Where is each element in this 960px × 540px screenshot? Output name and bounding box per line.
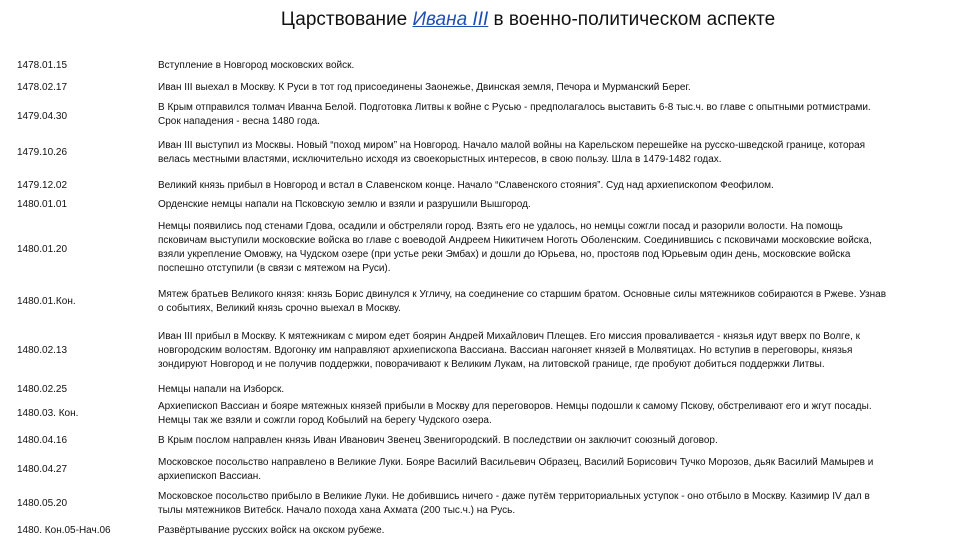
row-date: 1480.03. Кон. [17,408,79,419]
row-text: Мятеж братьев Великого князя: князь Борис двинулся к Угличу, на соединение со старшим братом. Основные силы мятежников собираются в Ржеве. Узнав о событиях, Великий князь срочно выехал в Москву. [158,289,887,314]
row-date: 1480. Кон.05-Нач.06 [17,525,111,536]
row-date: 1478.02.17 [17,82,68,93]
row-text: Иван III выступил из Москвы. Новый “поход миром” на Новгород. Начало малой войны на Карельском перешейке на русско-шведской границе, которая велась местными властями, исключительно исходя из своекорыстных интересов, в свою пользу. Шла в 1479-1482 годах. [158,140,866,165]
row-text: Вступление в Новгород московских войск. [158,60,355,71]
row-text: Московское посольство направлено в Великие Луки. Бояре Василий Васильевич Образец, Василий Борисович Тучко Морозов, дьяк Василий Мамырев и архиепископ Вассиан. [158,457,874,482]
row-text: Иван III выехал в Москву. К Руси в тот год присоединены Заонежье, Двинская земля, Печора и Мурманский Берег. [158,82,691,93]
row-date: 1479.12.02 [17,180,68,191]
row-date: 1479.10.26 [17,147,68,158]
row-date: 1480.04.16 [17,435,68,446]
row-date: 1480.01.01 [17,199,68,210]
row-text: В Крым отправился толмач Иванча Белой. Подготовка Литвы к войне с Русью - предполагалось выставить 6-8 тыс.ч. во главе с опытными ротмистрами. Срок нападения - весна 1480 года. [158,102,871,127]
row-text: Великий князь прибыл в Новгород и встал в Славенском конце. Начало “Славенского стояния”. Суд над архиепископом Феофилом. [158,180,774,191]
row-date: 1480.04.27 [17,464,68,475]
row-text: Развёртывание русских войск на окском рубеже. [158,525,385,536]
page-title [0,8,960,32]
row-date: 1480.02.13 [17,345,68,356]
row-text: В Крым послом направлен князь Иван Иванович Звенец Звенигородский. В последствии он заключит союзный договор. [158,435,718,446]
row-text: Архиепископ Вассиан и бояре мятежных князей прибыли в Москву для переговоров. Немцы подошли к самому Пскову, обстреливают его и жгут посады. Немцы так же взяли и сожгли город Кобылий на берегу Чудского озера. [158,401,872,426]
row-text: Немцы напали на Изборск. [158,384,285,395]
row-date: 1480.01.Кон. [17,296,76,307]
title-before: Царствование [280,9,413,30]
row-date: 1480.02.25 [17,384,68,395]
row-date: 1480.05.20 [17,498,68,509]
row-date: 1478.01.15 [17,60,68,71]
title-link-ivan-iii[interactable]: Ивана III [412,9,489,30]
row-text: Московское посольство прибыло в Великие Луки. Не добившись ничего - даже путём территориальных уступок - оно отбыло в Москву. Казимир IV дал в тылы мятежников Витебск. Начало похода хана Ахмата (200 тыс.ч.) на Русь. [158,491,870,516]
title-after: в военно-политическом аспекте [488,9,776,30]
row-date: 1479.04.30 [17,111,68,122]
row-text: Иван III прибыл в Москву. К мятежникам с миром едет боярин Андрей Михайлович Плещев. Его миссия проваливается - князья идут вверх по Волге, к новгородским волостям. Вдогонку им направляют архиепископа Вассиана. Вассиан нагоняет князей в Молвятицах. Но вступив в переговоры, князья зондируют Новгород и не получив поддержки, поворачивают к Великим Лукам, на литовской границе, где пробуют добиться поддержки Литвы. [158,331,860,370]
row-text: Орденские немцы напали на Псковскую землю и взяли и разрушили Вышгород. [158,199,531,210]
row-text: Немцы появились под стенами Гдова, осадили и обстреляли город. Взять его не удалось, но немцы сожгли посад и разорили волости. На помощь псковичам выступили московские войска во главе с воеводой Андреем Никитичем Ноготь Оболенским. Соединившись с псковичами московские войска, взяли укрепление Омовжу, на Чудском озере (при устье реки Эмбах) и дошли до Юрьева, но, простояв под Юрьевым один день, московские войска поспешно отступили (в связи с мятежом на Руси). [158,221,872,274]
row-date: 1480.01.20 [17,244,68,255]
